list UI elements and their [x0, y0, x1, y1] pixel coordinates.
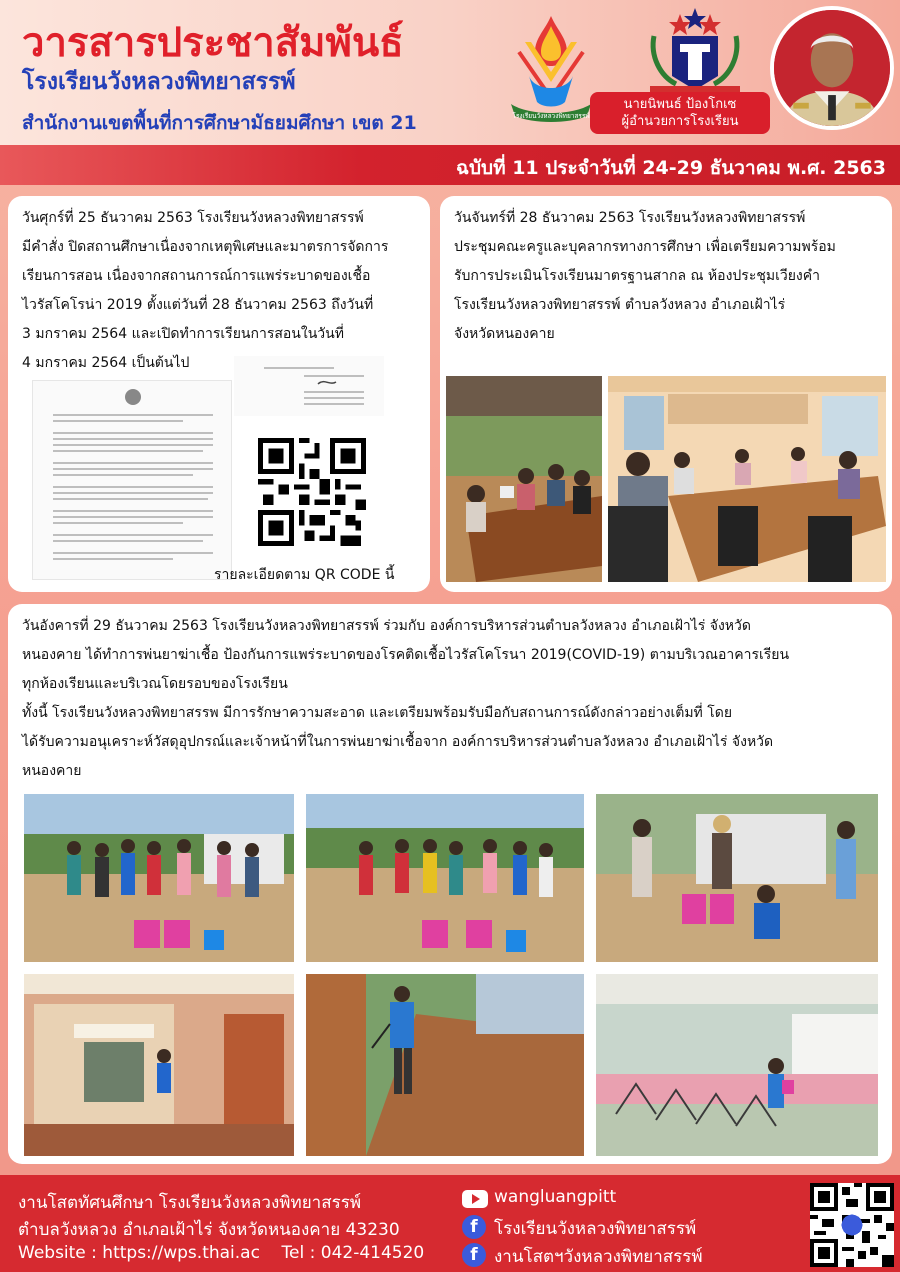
footer-qr-code[interactable] [810, 1183, 894, 1267]
news-text-line: เรียนการสอน เนื่องจากสถานการณ์การแพร่ระบาดของเชื้อ [22, 268, 371, 284]
news-text-line: จังหวัดหนองคาย [454, 326, 555, 342]
issue-bar [0, 145, 900, 185]
news-text-line: วันจันทร์ที่ 28 ธันวาคม 2563 โรงเรียนวังหลวงพิทยาสรรพ์ [454, 210, 806, 226]
logo-ribbon-text: โรงเรียนวังหลวงพิทยาสรรพ์ [512, 112, 590, 120]
school-emblem-logo [505, 12, 597, 127]
news-text-line: รับการประเมินโรงเรียนมาตรฐานสากล ณ ห้องประชุมเวียงคำ [454, 268, 820, 284]
news-text-line: มีคำสั่ง ปิดสถานศึกษาเนื่องจากเหตุพิเศษและมาตรการจัดการ [22, 239, 389, 255]
disinfection-photo-classroom [596, 974, 878, 1156]
facebook-page-school[interactable]: โรงเรียนวังหลวงพิทยาสรรพ์ [494, 1219, 697, 1239]
meeting-photo-outdoor [446, 376, 602, 582]
news-text-line: หนองคาย [22, 763, 82, 779]
issue-label: ฉบับที่ 11 ประจำวันที่ 24-29 ธันวาคม พ.ศ. 2563 [456, 157, 886, 179]
official-letter-page2 [234, 356, 384, 416]
school-name: โรงเรียนวังหลวงพิทยาสรรพ์ [22, 69, 296, 95]
news-card-disinfection [8, 604, 892, 1164]
footer-department: งานโสตทัศนศึกษา โรงเรียนวังหลวงพิทยาสรรพ์ [18, 1193, 362, 1213]
disinfection-photo-preparation [596, 794, 878, 962]
youtube-channel[interactable]: wangluangpitt [494, 1187, 617, 1207]
obec-logo [640, 6, 750, 96]
news-text-line: โรงเรียนวังหลวงพิทยาสรรพ์ ตำบลวังหลวง อำเภอเฝ้าไร่ [454, 297, 786, 313]
director-name: นายนิพนธ์ ป้องโกเซ [623, 97, 737, 112]
newsletter-title: วารสารประชาสัมพันธ์ [22, 20, 404, 66]
news-text-line: วันศุกร์ที่ 25 ธันวาคม 2563 โรงเรียนวังหลวงพิทยาสรรพ์ [22, 210, 364, 226]
disinfection-photo-building [24, 974, 294, 1156]
news-text-line: ทุกห้องเรียนและบริเวณโดยรอบของโรงเรียน [22, 676, 288, 692]
disinfection-photo-spraying-corridor [306, 974, 584, 1156]
header-banner [0, 0, 900, 145]
news-text-line: ได้รับความอนุเคราะห์วัสดุอุปกรณ์และเจ้าหน้าที่ในการพ่นยาฆ่าเชื้อจาก องค์การบริหารส่วนตำบลวังหลวง อำเภอเฝ้าไร่ จังหวัด [22, 734, 774, 750]
qr-caption: รายละเอียดตาม QR CODE นี้ [214, 567, 395, 583]
news-text-line: วันอังคารที่ 29 ธันวาคม 2563 โรงเรียนวังหลวงพิทยาสรรพ์ ร่วมกับ องค์การบริหารส่วนตำบลวังหลวง อำเภอเฝ้าไร่ จังหวัด [22, 618, 751, 634]
meeting-photo-indoor [608, 376, 886, 582]
facebook-icon[interactable]: f [462, 1215, 486, 1239]
news-text-line: 4 มกราคม 2564 เป็นต้นไป [22, 355, 190, 371]
director-title: ผู้อำนวยการโรงเรียน [621, 114, 739, 129]
news-card-staff-meeting [440, 196, 892, 592]
footer-website-tel[interactable]: Website : https://wps.thai.ac Tel : 042-414520 [18, 1243, 425, 1263]
office-name: สำนักงานเขตพื้นที่การศึกษามัธยมศึกษา เขต 21 [22, 112, 417, 134]
footer-address: ตำบลวังหลวง อำเภอเฝ้าไร่ จังหวัดหนองคาย 43230 [18, 1220, 400, 1240]
youtube-icon[interactable] [462, 1190, 488, 1208]
qr-code[interactable] [258, 436, 366, 548]
disinfection-photo-group2 [306, 794, 584, 962]
director-photo [770, 6, 894, 130]
news-text-line: ประชุมคณะครูและบุคลากรทางการศึกษา เพื่อเตรียมความพร้อม [454, 239, 836, 255]
facebook-icon[interactable]: f [462, 1243, 486, 1267]
director-badge [590, 92, 770, 134]
news-text-line: ไวรัสโคโรน่า 2019 ตั้งแต่วันที่ 28 ธันวาคม 2563 ถึงวันที่ [22, 297, 374, 313]
disinfection-photo-group1 [24, 794, 294, 962]
facebook-page-av[interactable]: งานโสตฯวังหลวงพิทยาสรรพ์ [494, 1247, 703, 1267]
news-text-line: 3 มกราคม 2564 และเปิดทำการเรียนการสอนในวันที่ [22, 326, 344, 342]
news-card-school-closure [8, 196, 430, 592]
footer [0, 1175, 900, 1272]
news-text-line: หนองคาย ได้ทำการพ่นยาฆ่าเชื้อ ป้องกันการแพร่ระบาดของโรคติดเชื้อไวรัสโคโรนา 2019(COVID-19) ตามบริเวณอาคารเรียน [22, 647, 790, 663]
news-text-line: ทั้งนี้ โรงเรียนวังหลวงพิทยาสรรพ มีการรักษาความสะอาด และเตรียมพร้อมรับมือกับสถานการณ์ดังกล่าวอย่างเต็มที่ โดย [22, 705, 733, 721]
official-letter-image [32, 380, 232, 580]
